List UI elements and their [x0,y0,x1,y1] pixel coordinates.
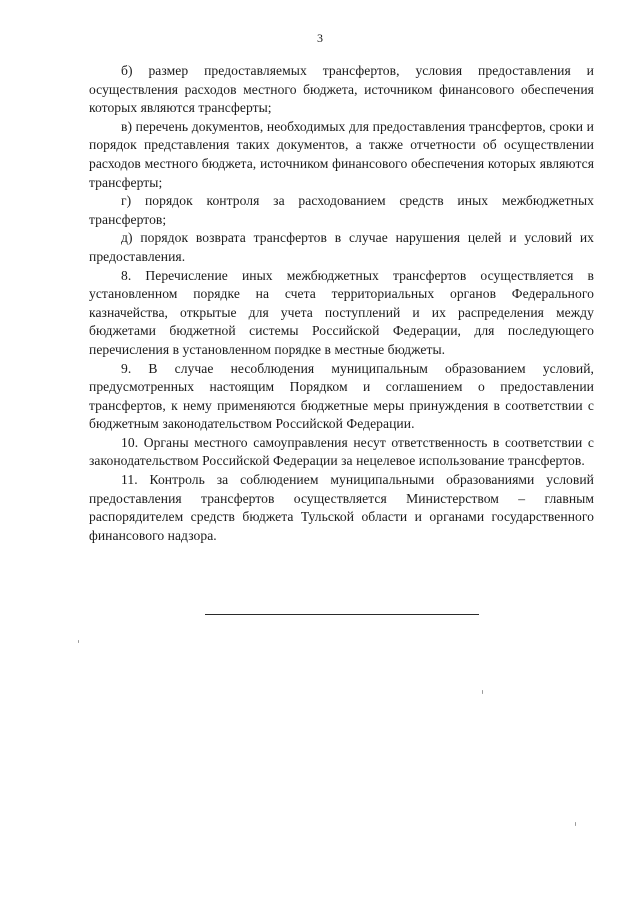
paragraph-d-return-procedure: д) порядок возврата трансфертов в случае нарушения целей и условий их предоставления. [89,230,594,264]
paragraph-11-control: 11. Контроль за соблюдением муниципальными образованиями условий предоставления трансфертов осуществляется Министерством – главным распорядителем средств бюджета Тульской области и органами государственного финансового надзора. [89,472,594,543]
scan-speck [575,822,576,826]
paragraph-10-responsibility: 10. Органы местного самоуправления несут ответственность в соответствии с законодательством Российской Федерации за нецелевое использование трансфертов. [89,434,594,469]
scan-speck [78,640,79,643]
paragraph-9-non-compliance: 9. В случае несоблюдения муниципальным образованием условий, предусмотренных настоящим Порядком и соглашением о предоставлении трансфертов, к нему применяются бюджетные меры принуждения в соответствии с бюджетным законодательством Российской Федерации. [89,360,594,432]
paragraph-g-control-procedure: г) порядок контроля за расходованием средств иных межбюджетных трансфертов; [89,193,594,227]
scan-speck [482,690,483,694]
page-number: 3 [317,31,323,45]
paragraph-8-transfer-payment: 8. Перечисление иных межбюджетных трансфертов осуществляется в установленном порядке на счета территориальных органов Федерального казначейства, открытые для учета поступлений и их распределения между бюджетами бюджетной системы Российской Федерации, для последующего перечисления в установленном порядке в местные бюджеты. [89,267,594,357]
paragraph-b-transfer-amount: б) размер предоставляемых трансфертов, условия предоставления и осуществления расходов местного бюджета, источником финансового обеспечения которых являются трансферты; [89,63,594,116]
document-body [89,62,594,545]
end-of-text-rule [205,614,479,615]
paragraph-v-documents-list: в) перечень документов, необходимых для предоставления трансфертов, сроки и порядок представления таких документов, а также отчетности об осуществлении расходов местного бюджета, источником финансового обеспечения которых являются трансферты; [89,118,594,190]
